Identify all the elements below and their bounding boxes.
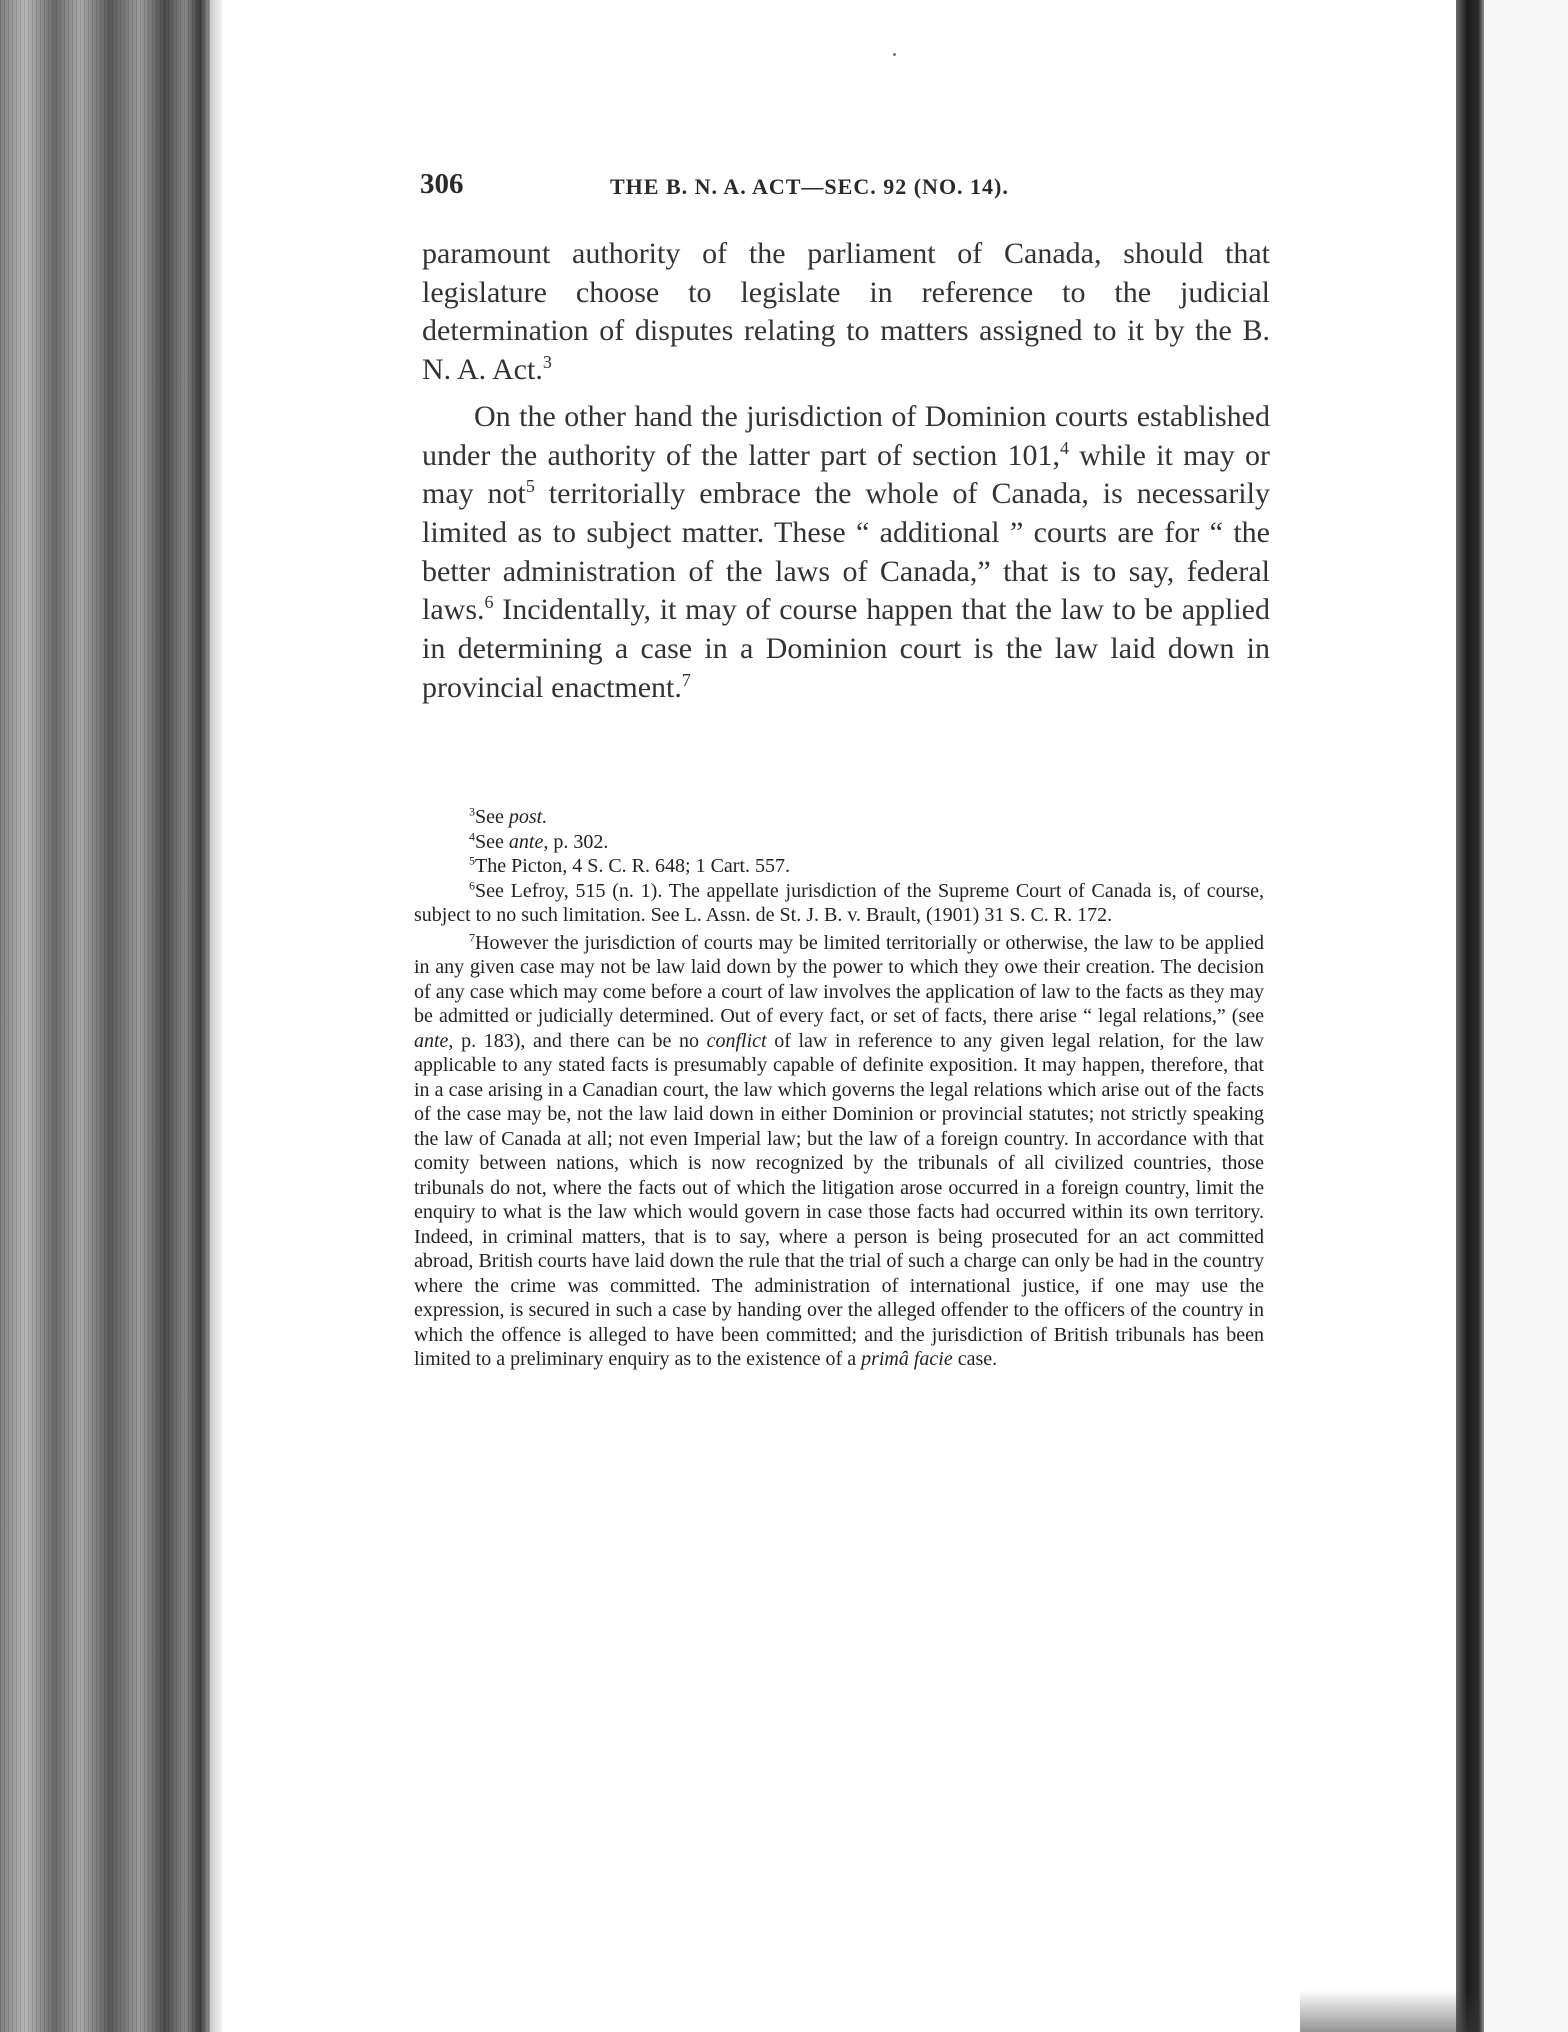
footnote-3-italic: post.: [508, 806, 548, 828]
footnote-7-text-a: However the jurisdiction of courts may be limited territorially or otherwise, the law to be applied in any given case may not be law laid down by the power to which they owe their creation. The decision of any case which may come before a court of law involves the application of law to the facts as they may be admitted or judicially determined. Out of every fact, or set of facts, there arise “ legal relations,” (see: [414, 931, 1264, 1027]
paragraph-1-text: paramount authority of the parliament of Canada, should that legislature choose to legislate in reference to the judicial determination of disputes relating to matters assigned to it by the B. N. A. Act.: [422, 237, 1270, 387]
note-ref-7: 7: [681, 669, 691, 690]
page-header: [420, 168, 1265, 212]
speck: [893, 53, 896, 56]
main-body-text: [422, 235, 1270, 707]
footnote-7-text-d: case.: [952, 1348, 998, 1370]
footnote-4-text-b: p. 302.: [548, 830, 609, 853]
footnote-4-text-a: See: [475, 830, 509, 853]
note-ref-5: 5: [525, 476, 535, 497]
paragraph-2-text-b: while it may or may not: [422, 438, 1271, 511]
page-edge-lines: [0, 0, 210, 2032]
footnote-6-number: 6: [469, 877, 475, 892]
paragraph-2: [422, 398, 1270, 708]
footnote-6: [414, 879, 1264, 928]
footnote-7-text-c: of law in reference to any given legal relation, for the law applicable to any stated facts is presumably capable of definite exposition. It may happen, therefore, that in a case arising in a Canadian court, the law which governs the legal relations which arise out of the facts of the case may be, not the law laid down in either Dominion or provincial statutes; not strictly speaking the law of Canada at all; not even Imperial law; but the law of a foreign country. In accordance with that comity between nations, which is now recognized by the tribunals of all civilized countries, those tribunals do not, where the facts out of which the litigation arose occurred in a foreign country, limit the enquiry to what is the law which would govern in case those facts had occurred within its own territory. Indeed, in criminal matters, that is to say, where a person is being prosecuted for an act committed abroad, British courts have laid down the rule that the trial of such a charge can only be had in the country where the crime was committed. The administration of international justice, if one may use the expression, is secured in such a case by handing over the alleged offender to the officers of the country in which the offence is alleged to have been committed; and the jurisdiction of British tribunals has been limited to a preliminary enquiry as to the existence of a: [414, 1029, 1264, 1370]
footnote-7-italic-a: ante,: [414, 1029, 454, 1052]
footnote-7-italic-c: primâ facie: [861, 1348, 953, 1370]
footnotes: [414, 805, 1264, 1372]
footnote-7: [414, 931, 1264, 1372]
footnote-4-number: 4: [469, 828, 475, 843]
footnote-5: [414, 854, 1264, 879]
page-number: 306: [420, 168, 464, 200]
footnote-6-text: See Lefroy, 515 (n. 1). The appellate jurisdiction of the Supreme Court of Canada is, of course, subject to no such limitation. See L. Assn. de St. J. B. v. Brault, (1901) 31 S. C. R. 172.: [414, 879, 1264, 926]
footnote-7-number: 7: [469, 929, 475, 944]
bottom-shadow: [1300, 1990, 1480, 2032]
footnote-7-italic-b: conflict: [706, 1029, 767, 1052]
facing-page: [1484, 0, 1568, 2032]
paragraph-2-text-d: Incidentally, it may of course happen that the law to be applied in determining a case in a Dominion court is the law laid down in provincial enactment.: [422, 593, 1270, 704]
book-fold-shadow: [1456, 0, 1484, 2032]
paragraph-2-text-a: On the other hand the jurisdiction of Dominion courts established under the authority of the latter part of section 101,: [422, 399, 1270, 472]
note-ref-6: 6: [484, 592, 494, 613]
footnote-3-number: 3: [469, 804, 475, 819]
page-gutter: [210, 0, 222, 2032]
footnote-5-text: The Picton, 4 S. C. R. 648; 1 Cart. 557.: [475, 855, 790, 877]
paragraph-1: [422, 235, 1270, 390]
footnote-4-italic: ante,: [508, 830, 549, 853]
paragraph-2-text-c: territorially embrace the whole of Canada, is necessarily limited as to subject matter. These “ additional ” courts are for “ the better administration of the laws of Canada,” that is to say, federal laws.: [422, 477, 1270, 627]
footnote-7-text-b: p. 183), and there can be no: [453, 1029, 707, 1052]
footnote-3: [414, 805, 1264, 830]
note-ref-3: 3: [542, 352, 552, 373]
running-head: THE B. N. A. ACT—SEC. 92 (NO. 14).: [610, 174, 1009, 199]
footnote-3-text: See: [475, 806, 509, 828]
note-ref-4: 4: [1060, 437, 1069, 458]
footnote-4: [414, 830, 1264, 855]
footnote-5-number: 5: [469, 853, 475, 868]
